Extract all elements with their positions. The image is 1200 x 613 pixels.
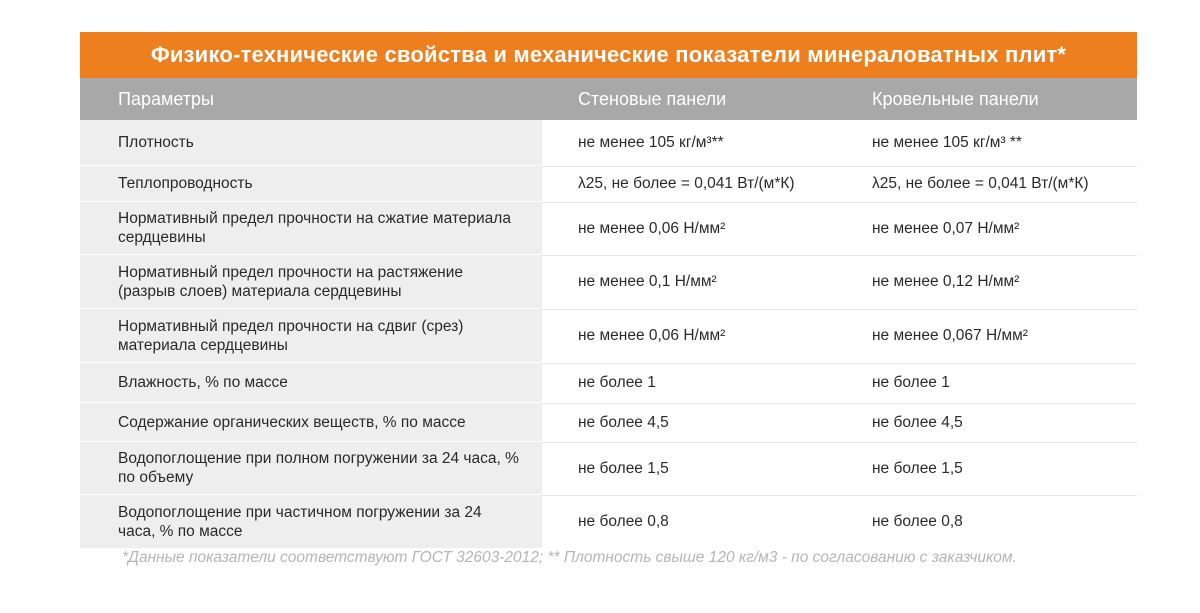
wall-value-cell: не менее 0,1 Н/мм² bbox=[542, 255, 837, 308]
column-header-parameters: Параметры bbox=[118, 88, 214, 109]
table-row bbox=[80, 166, 1137, 202]
parameter-cell: Нормативный предел прочности на растяжение (разрыв слоев) материала сердцевины bbox=[80, 255, 542, 308]
roof-value-cell: не более 1,5 bbox=[837, 442, 1137, 494]
roof-value-cell: λ25, не более = 0,041 Вт/(м*К) bbox=[837, 166, 1137, 201]
table-row bbox=[80, 202, 1137, 255]
roof-value-cell: не менее 105 кг/м³ ** bbox=[837, 120, 1137, 165]
table-row bbox=[80, 495, 1137, 549]
parameter-cell: Содержание органических веществ, % по массе bbox=[80, 403, 542, 441]
roof-value-cell: не более 0,8 bbox=[837, 495, 1137, 548]
table-header-row bbox=[80, 78, 1137, 120]
roof-value-cell: не менее 0,067 Н/мм² bbox=[837, 309, 1137, 362]
table-row bbox=[80, 363, 1137, 403]
wall-value-cell: не менее 0,06 Н/мм² bbox=[542, 202, 837, 254]
parameter-cell: Теплопроводность bbox=[80, 166, 542, 201]
roof-value-cell: не более 1 bbox=[837, 363, 1137, 402]
table-row bbox=[80, 403, 1137, 442]
wall-value-cell: не более 4,5 bbox=[542, 403, 837, 441]
wall-value-cell: не менее 105 кг/м³** bbox=[542, 120, 837, 165]
roof-value-cell: не менее 0,12 Н/мм² bbox=[837, 255, 1137, 308]
roof-value-cell: не менее 0,07 Н/мм² bbox=[837, 202, 1137, 254]
wall-value-cell: не более 1 bbox=[542, 363, 837, 402]
properties-table bbox=[80, 32, 1137, 549]
parameter-cell: Водопоглощение при частичном погружении за 24 часа, % по массе bbox=[80, 495, 542, 548]
table-row bbox=[80, 309, 1137, 363]
footnote: *Данные показатели соответствуют ГОСТ 32603-2012; ** Плотность свыше 120 кг/м3 - по согласованию с заказчиком. bbox=[122, 549, 1017, 566]
column-header-wall-panels: Стеновые панели bbox=[578, 88, 727, 109]
table-row bbox=[80, 442, 1137, 495]
parameter-cell: Плотность bbox=[80, 120, 542, 165]
column-header-roof-panels: Кровельные панели bbox=[872, 88, 1039, 109]
wall-value-cell: λ25, не более = 0,041 Вт/(м*К) bbox=[542, 166, 837, 201]
parameter-cell: Водопоглощение при полном погружении за 24 часа, % по объему bbox=[80, 442, 542, 494]
parameter-cell: Нормативный предел прочности на сжатие материала сердцевины bbox=[80, 202, 542, 254]
wall-value-cell: не более 0,8 bbox=[542, 495, 837, 548]
roof-value-cell: не более 4,5 bbox=[837, 403, 1137, 441]
wall-value-cell: не менее 0,06 Н/мм² bbox=[542, 309, 837, 362]
table-row bbox=[80, 255, 1137, 309]
parameter-cell: Влажность, % по массе bbox=[80, 363, 542, 402]
wall-value-cell: не более 1,5 bbox=[542, 442, 837, 494]
parameter-cell: Нормативный предел прочности на сдвиг (срез) материала сердцевины bbox=[80, 309, 542, 362]
table-row bbox=[80, 120, 1137, 166]
table-title: Физико-технические свойства и механические показатели минераловатных плит* bbox=[80, 32, 1137, 78]
